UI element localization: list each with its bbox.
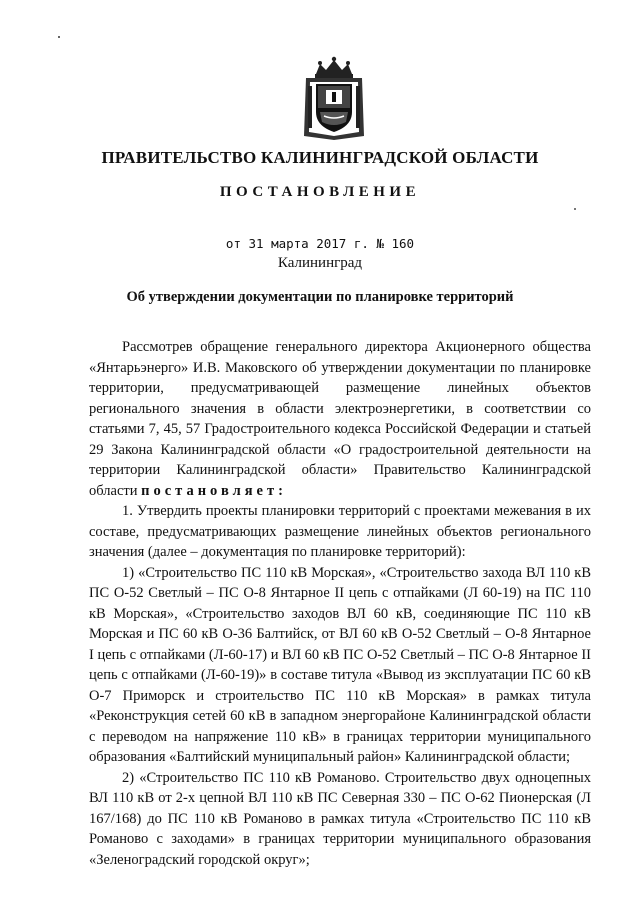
government-name: ПРАВИТЕЛЬСТВО КАЛИНИНГРАДСКОЙ ОБЛАСТИ <box>101 148 539 167</box>
city: Калининград <box>277 255 363 271</box>
document-type: ПОСТАНОВЛЕНИЕ <box>219 184 421 200</box>
kaliningrad-coat-of-arms-icon <box>302 56 366 142</box>
subclause-1: 1) «Строительство ПС 110 кВ Морская», «Строительство захода ВЛ 110 кВ ПС О-52 Светлый – ПС О-8 Янтарное II цепь с отпайками (Л 60-19) на ПС 110 кВ Морская», «Строительство заходов ВЛ 60 кВ, соединяющие ПС 110 кВ Морская и ПС 60 кВ О-36 Балтийск, от ВЛ 60 кВ О-52 Светлый – О-8 Янтарное I цепь с отпайками (Л-60-17) и ВЛ 60 кВ ПС О-52 Светлый – ПС О-8 Янтарное II цепь с отпайками (Л-60-19)» в составе титула «Вывод из эксплуатации ПС 60 кВ О-7 Приморск и строительство ПС 110 кВ Морская» в рамках титула «Реконструкция сетей 60 кВ в западном энергорайоне Калининградской области с переводом на напряжение 110 кВ» в границах территории муниципального образования «Балтийский муниципальный район» Калининградской области; <box>89 564 591 765</box>
scan-speck <box>574 208 576 210</box>
preamble-paragraph <box>89 337 591 501</box>
date-and-number: от 31 марта 2017 г. № 160 <box>225 236 415 251</box>
document-body <box>89 337 591 870</box>
resolves-word: постановляет: <box>141 482 287 499</box>
subclause-2: 2) «Строительство ПС 110 кВ Романово. Строительство двух одноцепных ВЛ 110 кВ от 2-х цепной ВЛ 110 кВ ПС Северная 330 – ПС О-62 Пионерская (Л 167/168) до ПС 110 кВ Романово в рамках титула «Строительство ПС 110 кВ Романово с заходами» в границах территории муниципального образования «Зеленоградский городской округ»; <box>89 769 591 868</box>
scan-speck <box>58 36 60 38</box>
clause-1: 1. Утвердить проекты планировки территорий с проектами межевания в их составе, предусматривающих размещение линейных объектов регионального значения (далее – документация по планировке территорий): <box>89 503 591 560</box>
document-title: Об утверждении документации по планировке территорий <box>126 289 514 305</box>
preamble-text: Рассмотрев обращение генерального директора Акционерного общества «Янтарьэнерго» И.В. Маковского об утверждении документации по планировке территории, предусматривающей размещение линейных объектов регионального значения в области электроэнергетики, в соответствии со статьями 7, 45, 57 Градостроительного кодекса Российской Федерации и статьей 29 Закона Калининградской области «О градостроительной деятельности на территории Калининградской области» Правительство Калининградской области <box>89 339 591 499</box>
